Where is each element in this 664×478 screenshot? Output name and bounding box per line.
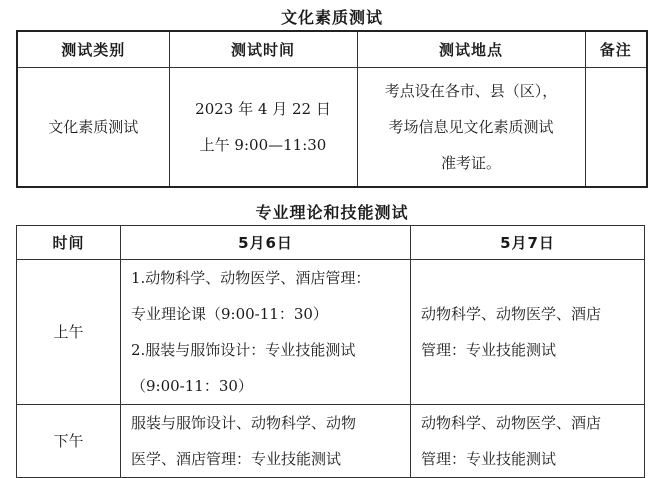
afternoon-row [17,405,645,478]
header-day1: 5月6日 [121,226,411,260]
header-period: 时间 [17,226,121,260]
afternoon-day2-cell [411,405,645,478]
table1-row [17,67,647,187]
morning-row [17,260,645,405]
header-day2: 5月7日 [411,226,645,260]
morning-day1-cell [121,260,411,405]
note-cell [585,67,647,187]
table1-title: 文化素质测试 [280,8,383,27]
skills-test-table [16,225,645,478]
written-test-table [16,30,648,188]
afternoon-day2-line-2: 管理：专业技能测试 [421,450,557,468]
time-cell [169,67,357,187]
time-hours: 上午 9:00—11:30 [199,135,327,154]
morning-day1-line-1: 1.动物科学、动物医学、酒店管理： [131,269,371,287]
period-afternoon: 下午 [17,405,121,478]
morning-day2-cell [411,260,645,405]
header-location: 测试地点 [357,31,585,67]
table2-header-row [17,226,645,260]
location-line-3: 准考证。 [440,153,501,172]
morning-day2-line-2: 管理：专业技能测试 [421,341,557,359]
afternoon-day1-line-1: 服装与服饰设计、动物科学、动物 [131,414,357,432]
morning-day1-line-3: 2.服装与服饰设计：专业技能测试 [131,341,356,359]
morning-day1-line-4: （9:00-11：30） [131,377,253,395]
category-cell: 文化素质测试 [17,67,169,187]
afternoon-day1-cell [121,405,411,478]
afternoon-day2-line-1: 动物科学、动物医学、酒店 [421,414,602,432]
header-note: 备注 [585,31,647,67]
header-category: 测试类别 [17,31,169,67]
time-date: 2023 年 4 月 22 日 [195,99,331,118]
table1-header-row [17,31,647,67]
location-line-1: 考点设在各市、县（区）， [384,81,558,100]
header-time: 测试时间 [169,31,357,67]
period-morning: 上午 [17,260,121,405]
table2-title: 专业理论和技能测试 [255,203,409,222]
morning-day2-line-1: 动物科学、动物医学、酒店 [421,305,602,323]
location-cell [357,67,585,187]
afternoon-day1-line-2: 医学、酒店管理：专业技能测试 [131,450,342,468]
morning-day1-line-2: 专业理论课（9:00-11：30） [131,305,328,323]
location-line-2: 考场信息见文化素质测试 [388,117,554,136]
